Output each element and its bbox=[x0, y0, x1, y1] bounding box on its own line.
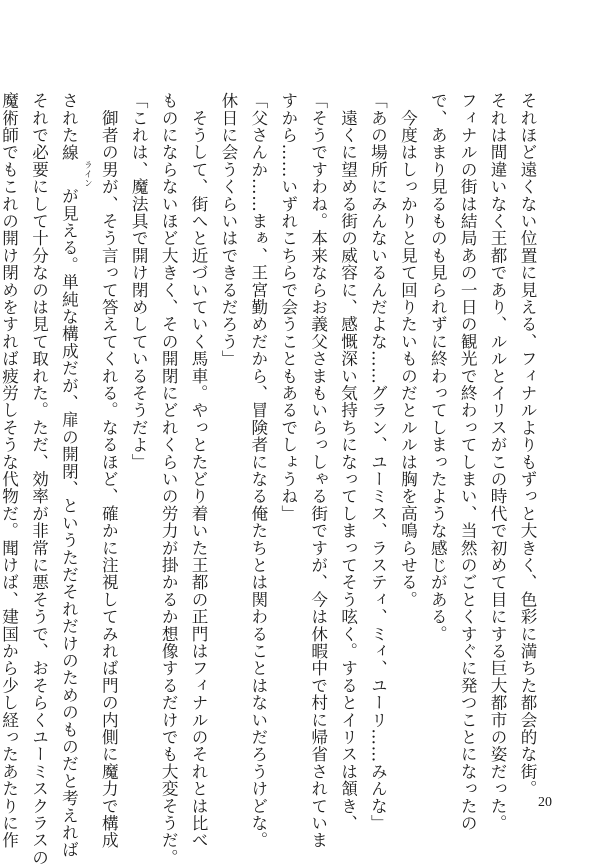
text-line-with-ruby: された線ラインが見える。単純な構成だが、扉の開閉、というただそれだけのためのものだと考えれば bbox=[59, 92, 94, 859]
text-line: すから……いずれこちらで会うこともあるでしょうね」 bbox=[278, 92, 298, 522]
text-line: ものにならないほど大きく、その開閉にどれくらいの労力が掛かるか想像するだけでも大変そうだ。 bbox=[159, 92, 179, 866]
text-line: フィナルの街は結局あの一日の観光で終わってしまい、当然のごとくすぐに発つことになったの bbox=[458, 92, 478, 832]
text-line: 休日に会うくらいはできるだろう」 bbox=[218, 92, 238, 368]
ruby-word: 線ライン bbox=[59, 143, 94, 188]
text-line: 遠くに望める街の威容に、感慨深い気持ちになってしまってそう呟く。するとイリスは頷き、 bbox=[338, 92, 358, 832]
text-line: それは間違いなく王都であり、ルルとイリスがこの時代で初めて目にする巨大都市の姿だった。 bbox=[488, 92, 508, 832]
vertical-text-block bbox=[0, 92, 542, 866]
text-line: そうして、街へと近づいていく馬車。やっとたどり着いた王都の正門はフィナルのそれとは比べ bbox=[189, 92, 209, 849]
text-line: 魔術師でもこれの開け閉めをすれば疲労しそうな代物だ。聞けば、建国から少し経ったあたりに作 bbox=[0, 92, 19, 849]
text-line: それで必要にして十分なのは見て取れた。ただ、効率が非常に悪そうで、おそらくユーミスクラスの bbox=[29, 92, 49, 866]
text-line: 「これは、魔法具で開け閉めしているそうだよ」 bbox=[129, 92, 149, 471]
text-line: 「父さんか……まぁ、王宮勤めだから、冒険者になる俺たちとは関わることはないだろうけどな。 bbox=[248, 92, 268, 849]
text-line: 御者の男が、そう言って答えてくれる。なるほど、確かに注視してみれば門の内側に魔力で構成 bbox=[99, 92, 119, 849]
page-number: 20 bbox=[538, 795, 552, 810]
text-line: 「そうですわね。本来ならお義父さまもいらっしゃる街ですが、今は休暇中で村に帰省されていま bbox=[308, 92, 328, 849]
text-line: で、あまり見るものも見られずに終わってしまったような感じがある。 bbox=[428, 92, 448, 643]
text-line: 今度はしっかりと見て回りたいものだとルルは胸を高鳴らせる。 bbox=[398, 92, 418, 608]
text-line: それほど遠くない位置に見える、フィナルよりもずっと大きく、色彩に満ちた都会的な街。 bbox=[518, 92, 537, 798]
text-line: 「あの場所にみんないるんだよな……グラン、ユーミス、ラスティ、ミィ、ユーリ……みんな」 bbox=[368, 92, 388, 832]
ruby-annotation: ライン bbox=[83, 160, 94, 188]
